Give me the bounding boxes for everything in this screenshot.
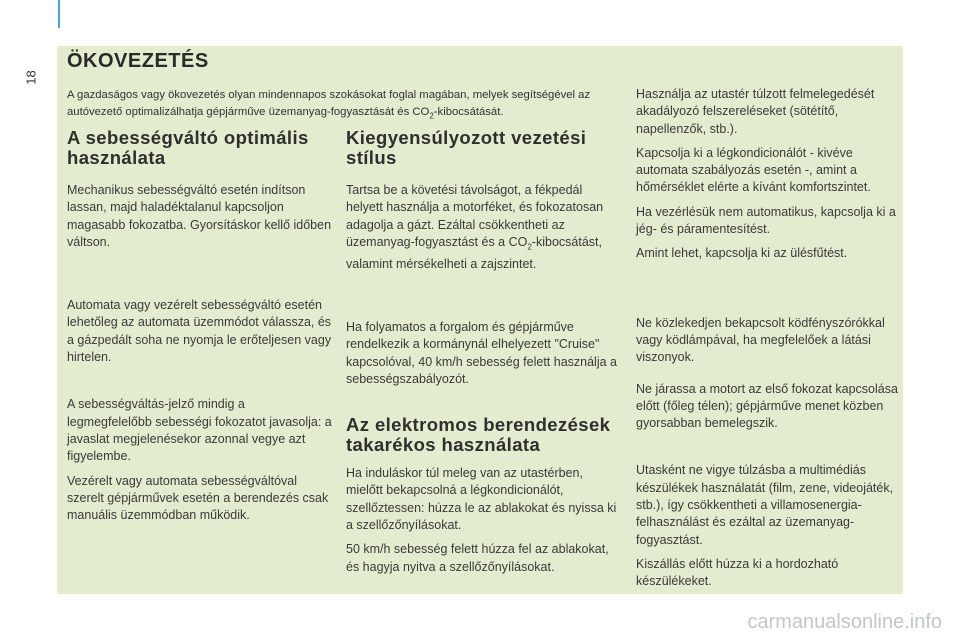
paragraph-defrost: Ha vezérlésük nem automatikus, kapcsolja ki a jég- és páramentesítést. [636, 204, 896, 237]
margin-accent-bar [58, 0, 60, 28]
heading-gearbox: A sebességváltó optimális használata [67, 127, 309, 168]
intro-subscript: 2 [429, 111, 434, 121]
p-part2: -kibocsátást, valamint mérsékelheti a zajszintet. [346, 234, 602, 271]
intro-part2: -kibocsátását. [433, 106, 504, 118]
paragraph-manual-gearbox: Mechanikus sebességváltó esetén indítson lassan, majd haladéktalanul kapcsoljon magasabb fokozatba. Gyorsításkor kellő időben váltson. [67, 183, 332, 249]
p-part1: Tartsa be a követési távolságot, a fékpedál helyett használja a motorféket, és fokozatosan adagolja a gázt. Ezáltal csökkentheti az üzemanyag-fogyasztást és a CO [346, 183, 604, 249]
paragraph-air-conditioning: Kapcsolja ki a légkondicionálót - kivéve automata szabályozás esetén -, amint a hőmérséklet elérte a kívánt komfortszintet. [636, 145, 871, 195]
paragraph-cruise-control: Ha folyamatos a forgalom és gépjárműve rendelkezik a kormánynál elhelyezett "Cruise" kapcsolóval, 40 km/h sebesség felett használja a sebességszabályozót. [346, 319, 617, 386]
paragraph-fog-lamps: Ne közlekedjen bekapcsolt ködfényszórókkal vagy ködlámpával, ha megfelelőek a látási viszonyok. [636, 315, 885, 365]
column-3 [636, 86, 900, 591]
heading-driving-style: Kiegyensúlyozott vezetési stílus [346, 127, 587, 168]
page-number: 18 [23, 70, 39, 85]
column-1 [67, 128, 332, 524]
paragraph-controlled-gearbox: Vezérelt vagy automata sebességváltóval szerelt gépjárművek esetén a berendezés csak manuális üzemmódban működik. [67, 473, 329, 523]
watermark: carmanualsonline.info [747, 611, 942, 633]
paragraph-windows: 50 km/h sebesség felett húzza fel az ablakokat, és hagyja nyitva a szellőzőnyílásokat. [346, 542, 609, 574]
intro-text [67, 87, 617, 124]
paragraph-gear-indicator: A sebességváltás-jelző mindig a legmegfelelőbb sebességi fokozatot javasolja: a javaslat megjelenésekor azonnal vegye azt figyelembe. [67, 397, 332, 464]
heading-electrical-equipment: Az elektromos berendezések takarékos használata [346, 414, 611, 456]
intro-part1: A gazdaságos vagy ökovezetés olyan mindennapos szokásokat foglal magában, melyek segítségével az autóvezető optimalizálhatja gépjárműve üzemanyag-fogyasztását és CO [67, 89, 591, 118]
paragraph-portable-devices: Kiszállás előtt húzza ki a hordozható készülékeket. [636, 556, 839, 589]
paragraph-seat-heating: Amint lehet, kapcsolja ki az ülésfűtést. [636, 246, 848, 261]
paragraph-ventilation: Ha induláskor túl meleg van az utastérben, mielőtt bekapcsolná a légkondicionálót, szellőztessen: húzza le az ablakokat és nyissa ki a szellőzőnyílásokat. [346, 466, 617, 533]
co2-subscript: 2 [527, 242, 532, 252]
paragraph-engine-warmup: Ne járassa a motort az első fokozat kapcsolása előtt (főleg télen); gépjárműve menet közben gyorsabban bemelegszik. [636, 381, 898, 431]
paragraph-sun-blinds: Használja az utastér túlzott felmelegedését akadályozó felszereléseket (sötétítő, napellenzők, stb.). [636, 87, 875, 136]
paragraph-following-distance [346, 182, 618, 273]
paragraph-automatic-gearbox: Automata vagy vezérelt sebességváltó esetén lehetőleg az automata üzemmódot válassza, és a gázpedált soha ne nyomja le erőteljesen vagy hirtelen. [67, 298, 332, 365]
paragraph-multimedia: Utasként ne vigye túlzásba a multimédiás készülékek használatát (film, zene, videojáték, stb.), így csökkentheti a villamosenergia-felhasználást és ezáltal az üzemanyag-fogyasztást. [636, 463, 894, 547]
column-2 [346, 128, 618, 576]
page-title: ÖKOVEZETÉS [67, 50, 209, 72]
